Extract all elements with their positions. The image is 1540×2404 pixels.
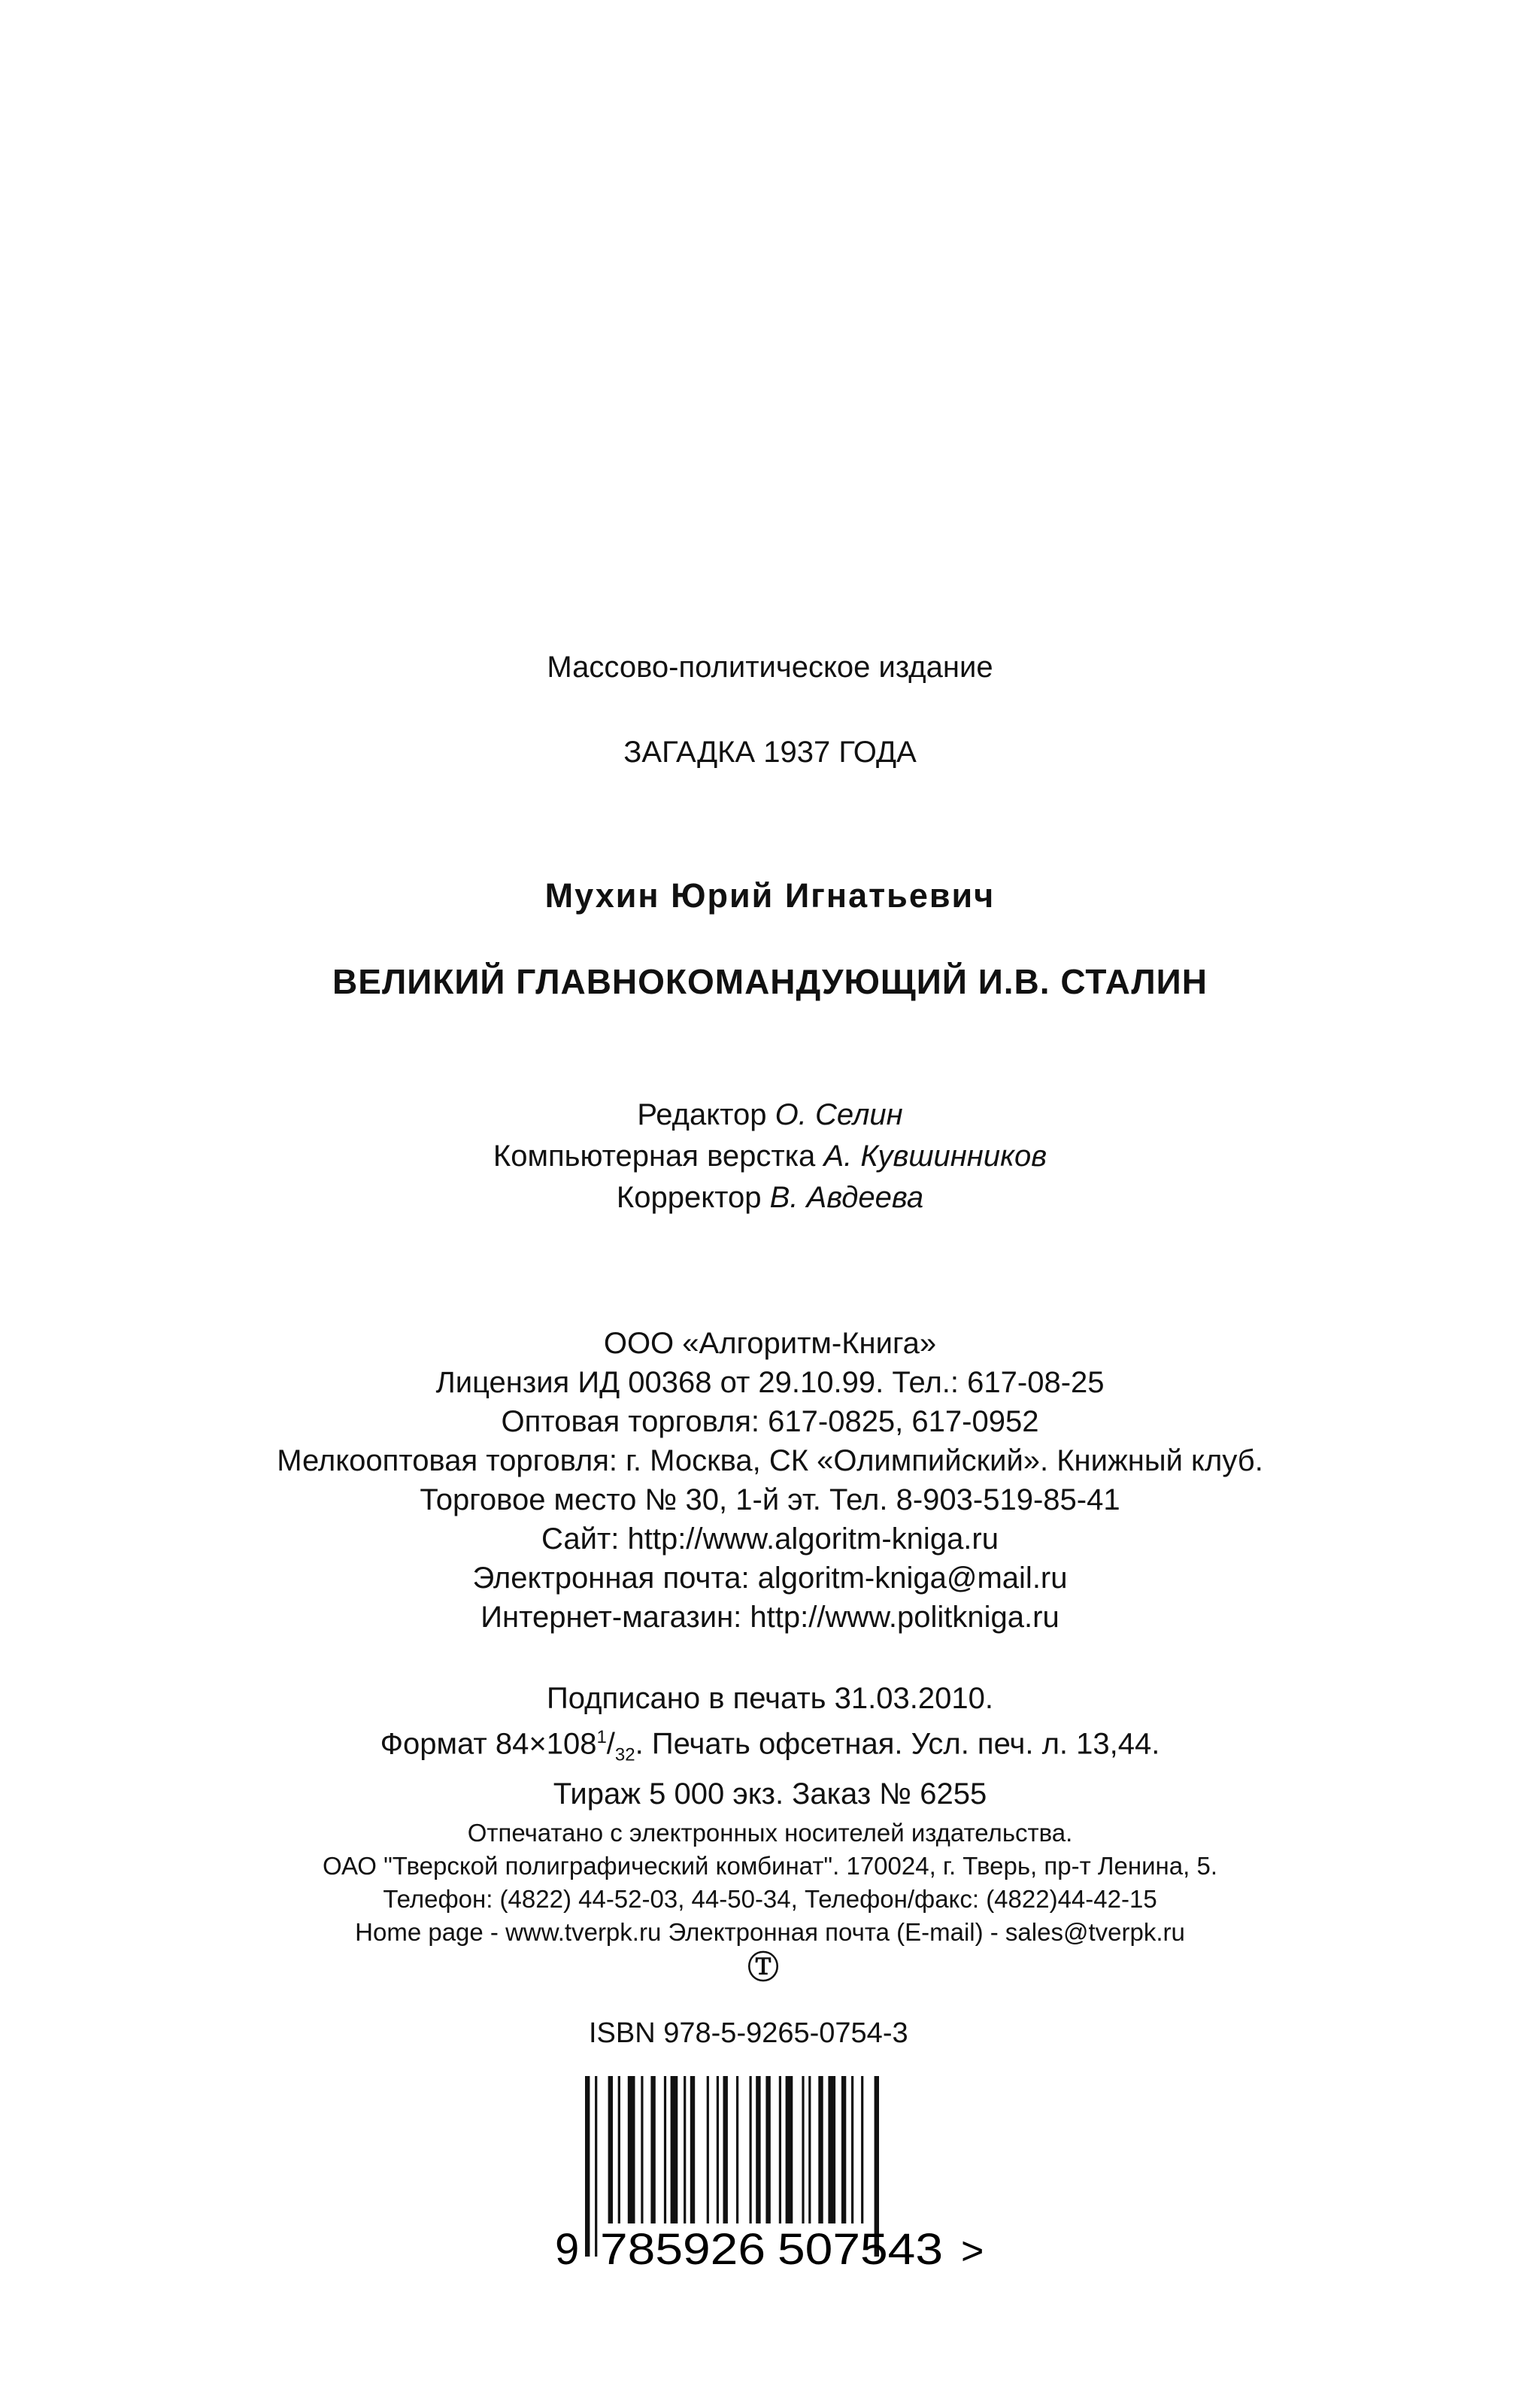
barcode-bar: [818, 2076, 823, 2223]
format-sup: 1: [596, 1727, 607, 1747]
book-title: ВЕЛИКИЙ ГЛАВНОКОМАНДУЮЩИЙ И.В. СТАЛИН: [332, 962, 1208, 1001]
format-slash: /: [606, 1727, 615, 1761]
barcode-bar: [756, 2076, 760, 2223]
publisher-trade-place: Торговое место № 30, 1-й эт. Тел. 8-903-519-85-41: [420, 1483, 1120, 1516]
barcode-right-digits: 507543: [778, 2225, 943, 2272]
credit-role: Корректор: [616, 1181, 762, 1214]
printer-logo-icon: Ⓣ: [747, 1949, 780, 1986]
barcode-bar: [671, 2076, 678, 2223]
credit-role: Редактор: [637, 1098, 767, 1131]
series-title: ЗАГАДКА 1937 ГОДА: [623, 736, 917, 769]
credit-role: Компьютерная верстка: [493, 1140, 816, 1173]
barcode: [549, 2076, 1000, 2272]
barcode-bar: [650, 2076, 655, 2223]
barcode-bar: [779, 2076, 781, 2223]
barcode-first-digit: 9: [555, 2225, 580, 2272]
credit-person: О. Селин: [775, 1098, 903, 1131]
barcode-bar: [802, 2076, 804, 2223]
barcode-bar: [765, 2076, 770, 2223]
publisher-wholesale: Оптовая торговля: 617-0825, 617-0952: [501, 1405, 1039, 1438]
publisher-small-wholesale: Мелкооптовая торговля: г. Москва, СК «Олимпийский». Книжный клуб.: [277, 1444, 1263, 1477]
barcode-bar: [707, 2076, 709, 2223]
publisher-name: ООО «Алгоритм-Книга»: [603, 1327, 937, 1360]
barcode-bar: [736, 2076, 738, 2223]
barcode-bar: [608, 2076, 613, 2223]
credit-editor: [0, 1094, 1540, 1136]
barcode-left-digits: 785926: [600, 2225, 765, 2272]
publisher-license: Лицензия ИД 00368 от 29.10.99. Тел.: 617-08-25: [435, 1366, 1105, 1399]
barcode-bar: [684, 2076, 686, 2223]
printer-line-2: ОАО "Тверской полиграфический комбинат". 170024, г. Тверь, пр-т Ленина, 5.: [323, 1852, 1217, 1880]
printer-block: [0, 1817, 1540, 1949]
barcode-bar: [664, 2076, 666, 2223]
barcode-bar: [786, 2076, 793, 2223]
publisher-block: [0, 1324, 1540, 1637]
barcode-bar: [585, 2076, 590, 2257]
barcode-bar: [841, 2076, 846, 2223]
isbn-number: ISBN 978-5-9265-0754-3: [589, 2017, 908, 2049]
print-run: Тираж 5 000 экз. Заказ № 6255: [553, 1777, 987, 1811]
credits-block: [0, 1094, 1540, 1219]
barcode-bar: [750, 2076, 752, 2223]
publisher-site: Сайт: http://www.algoritm-kniga.ru: [541, 1522, 999, 1556]
format-sub: 32: [614, 1744, 635, 1765]
barcode-bar: [641, 2076, 643, 2223]
credit-layout: [0, 1136, 1540, 1177]
publication-type: Массово-политическое издание: [547, 651, 993, 684]
barcode-bar: [690, 2076, 695, 2223]
barcode-bar: [808, 2076, 811, 2223]
barcode-bar: [717, 2076, 719, 2223]
credit-person: А. Кувшинников: [823, 1140, 1047, 1173]
barcode-bar: [618, 2076, 620, 2223]
credit-person: В. Авдеева: [769, 1181, 924, 1214]
publisher-shop: Интернет-магазин: http://www.politkniga.ru: [480, 1601, 1060, 1634]
credit-proofreader: [0, 1177, 1540, 1219]
barcode-bar: [723, 2076, 728, 2223]
barcode-bar: [628, 2076, 635, 2223]
format-prefix: Формат 84×108: [380, 1727, 597, 1761]
printer-line-1: Отпечатано с электронных носителей издательства.: [467, 1819, 1073, 1847]
print-info-block: [0, 1679, 1540, 1814]
format-suffix: . Печать офсетная. Усл. печ. л. 13,44.: [635, 1727, 1160, 1761]
barcode-bar: [595, 2076, 597, 2257]
author-name: Мухин Юрий Игнатьевич: [544, 876, 996, 915]
print-signed: Подписано в печать 31.03.2010.: [547, 1682, 993, 1715]
printer-line-3: Телефон: (4822) 44-52-03, 44-50-34, Телефон/факс: (4822)44-42-15: [383, 1885, 1157, 1913]
printer-line-4: Home page - www.tverpk.ru Электронная почта (E-mail) - sales@tverpk.ru: [355, 1918, 1185, 1946]
print-format: [0, 1718, 1540, 1774]
barcode-quiet-mark: >: [961, 2229, 984, 2272]
publisher-email: Электронная почта: algoritm-kniga@mail.ru: [472, 1562, 1068, 1595]
barcode-bar: [861, 2076, 863, 2223]
barcode-bar: [828, 2076, 835, 2223]
barcode-bar: [851, 2076, 853, 2223]
